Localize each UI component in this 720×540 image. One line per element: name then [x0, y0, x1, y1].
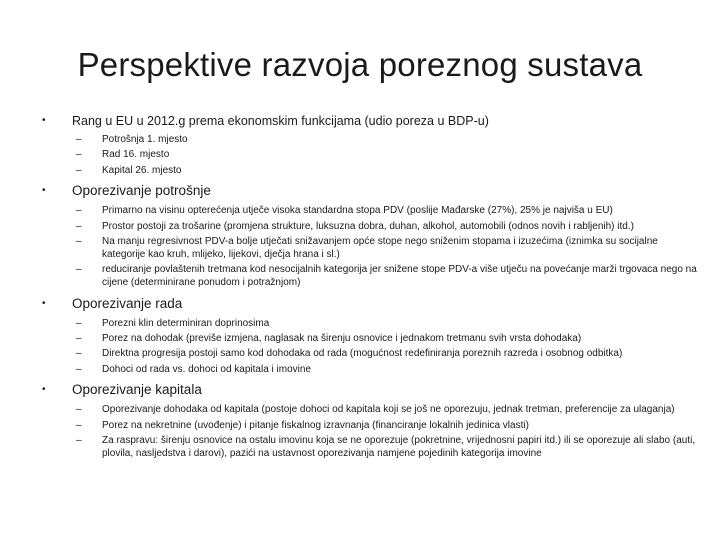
list-item-text: Dohoci od rada vs. dohoci od kapitala i imovine [102, 363, 312, 375]
list-item-text: Za raspravu: širenju osnovice na ostalu imovinu koja se ne oporezuje (pokretnine, vrijednosni papiri itd.) ili se oporezuje ali slabo (auti, plovila, nasljedstva i darovi), pazići na ustavnost oporezivanja namjene pojedinih kategorija imovine [102, 434, 696, 459]
list-item-text: Porezni klin determiniran doprinosima [102, 317, 270, 329]
list-item-text: Kapital 26. mjesto [102, 164, 182, 176]
list-item-text: Prostor postoji za trošarine (promjena strukture, luksuzna dobra, duhan, alkohol, automobili (odnos novih i rabljenih) itd.) [102, 220, 634, 232]
section-rank-eu [40, 112, 700, 177]
list-item [40, 348, 700, 361]
dash-icon: – [76, 363, 82, 375]
dash-icon: – [76, 220, 82, 232]
list-item [40, 435, 700, 461]
bullet-icon: • [42, 185, 46, 197]
list-item-text: Potrošnja 1. mjesto [102, 134, 188, 145]
dash-icon: – [76, 434, 82, 446]
list-item-text: reduciranje povlaštenih tretmana kod nesocijalnih kategorija jer snižene stope PDV-a više utječu na povećanje marži trgovaca nego na cijene (determinirane ponudom i potražnjom) [102, 264, 697, 288]
list-item [40, 318, 700, 331]
dash-icon: – [76, 332, 82, 344]
section-heading [40, 294, 700, 314]
section-heading-text: Rang u EU u 2012.g prema ekonomskim funkcijama (udio poreza u BDP-u) [72, 114, 489, 128]
dash-icon: – [76, 264, 82, 276]
dash-icon: – [76, 348, 82, 360]
list-item-text: Primarno na visinu opterećenja utječe visoka standardna stopa PDV (poslije Mađarske (27%), 25% je najviša u EU) [102, 205, 613, 217]
dash-icon: – [76, 419, 82, 431]
dash-icon: – [76, 205, 82, 217]
list-item [40, 236, 700, 262]
slide-title: Perspektive razvoja poreznog sustava [77, 46, 643, 83]
section-heading-text: Oporezivanje kapitala [72, 382, 202, 398]
section-heading-text: Oporezivanje potrošnje [72, 183, 211, 199]
section-heading-text: Oporezivanje rada [72, 295, 183, 311]
list-item [40, 364, 700, 377]
list-item [40, 264, 700, 290]
list-item-text: Na manju regresivnost PDV-a bolje utječati snižavanjem opće stope nego sniženim stopama i izuzećima (iznimka su socijalne kategorije kao kruh, mlijeko, lijekovi, dječja hrana i sl.) [102, 235, 658, 260]
dash-icon: – [76, 164, 82, 176]
list-item [40, 333, 700, 346]
dash-icon: – [76, 149, 82, 161]
section-labor-tax [40, 294, 700, 377]
list-item [40, 134, 700, 147]
dash-icon: – [76, 404, 82, 416]
section-consumption-tax [40, 181, 700, 289]
section-heading [40, 181, 700, 201]
list-item [40, 404, 700, 417]
list-item-text: Rad 16. mjesto [102, 149, 170, 161]
section-heading [40, 380, 700, 400]
list-item [40, 165, 700, 178]
bullet-icon: • [42, 384, 46, 396]
slide-content [40, 112, 700, 465]
bullet-icon: • [42, 297, 46, 309]
dash-icon: – [76, 235, 82, 247]
section-heading [40, 112, 700, 130]
list-item-text: Direktna progresija postoji samo kod dohodaka od rada (mogućnost redefiniranja poreznih razreda i osobnog odbitka) [102, 348, 623, 360]
section-capital-tax [40, 380, 700, 460]
dash-icon: – [76, 134, 82, 145]
list-item [40, 149, 700, 162]
list-item [40, 205, 700, 218]
list-item-text: Oporezivanje dohodaka od kapitala (postoje dohoci od kapitala koji se još ne oporezuju, jednak tretman, preferencije za ulaganja) [102, 404, 675, 416]
dash-icon: – [76, 317, 82, 329]
list-item-text: Porez na dohodak (previše izmjena, naglasak na širenju osnovice i jednakom tretmanu svih vrsta dohodaka) [102, 332, 582, 344]
list-item [40, 221, 700, 234]
list-item-text: Porez na nekretnine (uvođenje) i pitanje fiskalnog izravnanja (financiranje lokalnih jedinica vlasti) [102, 419, 529, 431]
list-item [40, 420, 700, 433]
bullet-icon: • [42, 115, 46, 126]
